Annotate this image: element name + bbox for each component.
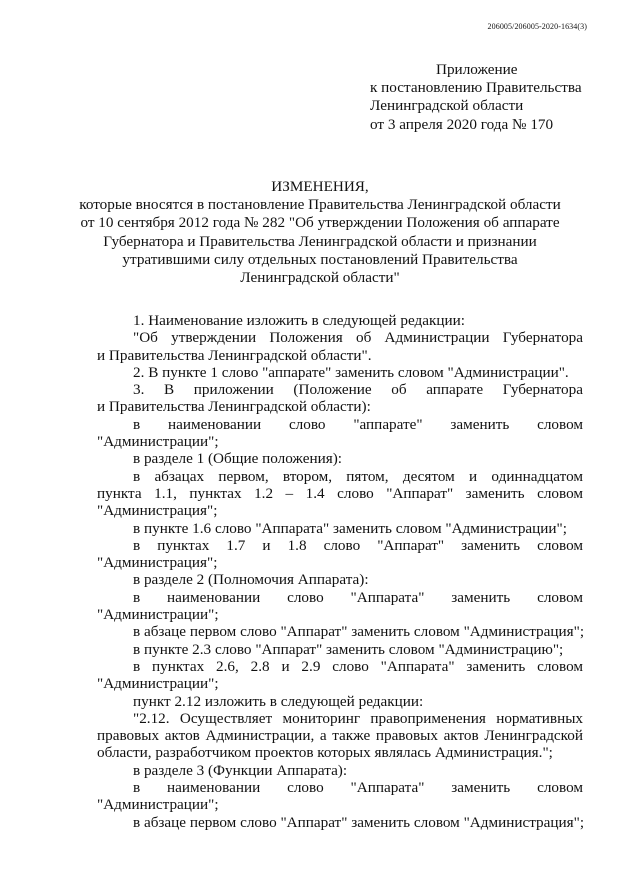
appendix-line: к постановлению Правительства — [370, 79, 582, 97]
paragraph-line: "Администрация"; — [97, 554, 218, 572]
heading-subtitle-line: которые вносятся в постановление Правительства Ленинградской области — [79, 196, 561, 214]
heading-subtitle-line: Губернатора и Правительства Ленинградской области и признании — [103, 232, 537, 250]
paragraph-line: в наименовании слово "Аппарата" заменить словом — [133, 779, 583, 797]
paragraph-line: в абзаце первом слово "Аппарат" заменить словом "Администрация"; — [133, 813, 585, 831]
paragraph-line: "Администрации"; — [97, 675, 219, 693]
paragraph-line: 2. В пункте 1 слово "аппарате" заменить словом "Администрации". — [133, 363, 569, 381]
paragraph-line: в абзацах первом, втором, пятом, десятом и одиннадцатом — [133, 467, 583, 485]
heading-title: ИЗМЕНЕНИЯ, — [271, 178, 369, 195]
appendix-line: Ленинградской области — [370, 97, 524, 115]
paragraph — [97, 450, 583, 467]
document-heading — [60, 178, 580, 287]
paragraph-line: в пункте 1.6 слово "Аппарата" заменить словом "Администрации"; — [133, 519, 567, 537]
paragraph — [97, 589, 583, 624]
appendix-block — [370, 61, 610, 134]
paragraph-line: "Об утверждении Положения об Администрации Губернатора — [133, 329, 583, 347]
paragraph-line: и Правительства Ленинградской области): — [97, 398, 371, 416]
paragraph-line: и Правительства Ленинградской области". — [97, 346, 372, 364]
heading-subtitle-line: утратившими силу отдельных постановлений Правительства — [122, 250, 518, 268]
document-id: 206005/206005-2020-1634(3) — [487, 22, 587, 31]
paragraph-line: в разделе 1 (Общие положения): — [133, 450, 342, 468]
paragraph-line: пункт 2.12 изложить в следующей редакции: — [133, 692, 424, 710]
paragraph — [97, 329, 583, 364]
appendix-line: Приложение — [436, 61, 518, 78]
paragraph-line: в пунктах 2.6, 2.8 и 2.9 слово "Аппарата" заменить словом — [133, 657, 583, 675]
document-body — [97, 312, 583, 831]
heading-subtitle-line: Ленинградской области" — [240, 269, 400, 287]
paragraph-line: в наименовании слово "Аппарата" заменить словом — [133, 588, 583, 606]
paragraph — [97, 779, 583, 814]
paragraph-line: "Администрация"; — [97, 502, 218, 520]
paragraph — [97, 762, 583, 779]
paragraph-line: 1. Наименование изложить в следующей редакции: — [133, 312, 465, 329]
paragraph-line: "2.12. Осуществляет мониторинг правоприменения нормативных — [133, 709, 583, 727]
paragraph — [97, 623, 583, 640]
paragraph — [97, 641, 583, 658]
paragraph — [97, 364, 583, 381]
paragraph-line: правовых актов Администрации, а также правовых актов Ленинградской — [97, 727, 583, 745]
paragraph — [97, 537, 583, 572]
heading-subtitle-line: от 10 сентября 2012 года № 282 "Об утверждении Положения об аппарате — [80, 214, 560, 232]
paragraph — [97, 468, 583, 520]
paragraph-line: в разделе 2 (Полномочия Аппарата): — [133, 571, 369, 589]
paragraph-line: пункта 1.1, пунктах 1.2 – 1.4 слово "Аппарат" заменить словом — [97, 484, 583, 502]
paragraph — [97, 710, 583, 762]
paragraph — [97, 312, 583, 329]
paragraph-line: "Администрации"; — [97, 606, 219, 624]
paragraph — [97, 381, 583, 416]
paragraph-line: в пунктах 1.7 и 1.8 слово "Аппарат" заменить словом — [133, 536, 583, 554]
paragraph — [97, 814, 583, 831]
paragraph-line: "Администрации"; — [97, 433, 219, 451]
paragraph — [97, 520, 583, 537]
paragraph — [97, 416, 583, 451]
paragraph-line: в пункте 2.3 слово "Аппарат" заменить словом "Администрацию"; — [133, 640, 564, 658]
paragraph-line: области, разработчиком проектов которых являлась Администрация."; — [97, 744, 553, 762]
paragraph — [97, 658, 583, 693]
paragraph-line: 3. В приложении (Положение об аппарате Губернатора — [133, 381, 583, 399]
paragraph-line: в разделе 3 (Функции Аппарата): — [133, 761, 348, 779]
paragraph-line: в абзаце первом слово "Аппарат" заменить словом "Администрация"; — [133, 623, 585, 641]
appendix-line: от 3 апреля 2020 года № 170 — [370, 115, 554, 133]
paragraph — [97, 693, 583, 710]
paragraph-line: "Администрации"; — [97, 796, 219, 814]
paragraph — [97, 571, 583, 588]
paragraph-line: в наименовании слово "аппарате" заменить словом — [133, 415, 583, 433]
